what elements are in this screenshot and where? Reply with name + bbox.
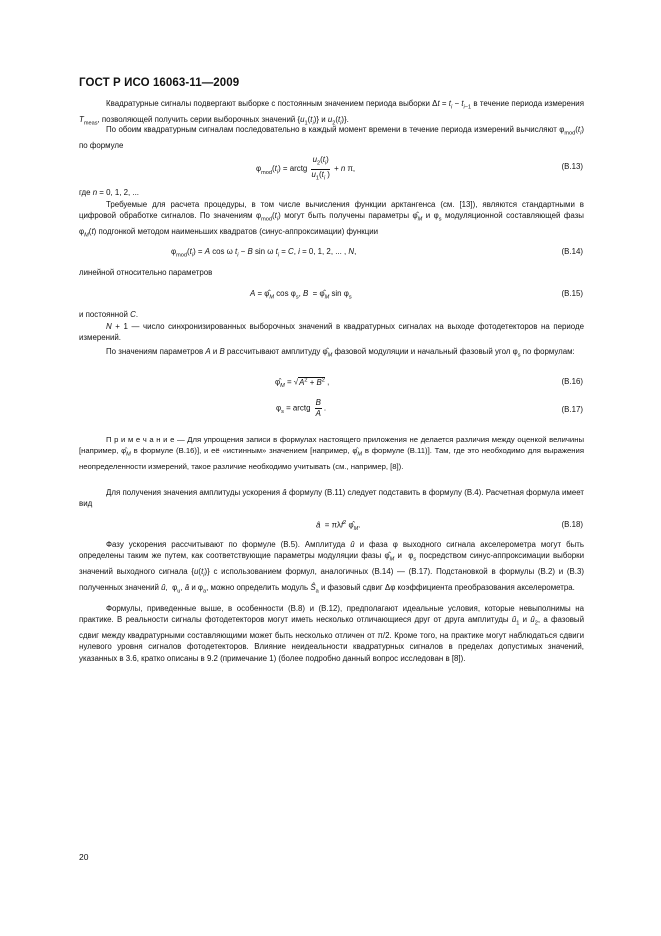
paragraph-samples: N + 1 — число синхронизированных выборочных значений в квадратурных сигналах на выходе фотодетекторов на периоде измерений.: [79, 322, 584, 343]
paragraph-acceleration: Для получения значения амплитуды ускорения â формулу (B.11) следует подставить в формулу (B.4). Расчетная формула имеет вид: [79, 488, 584, 509]
paragraph-n-values: где n = 0, 1, 2, ...: [79, 188, 139, 197]
equation-b16: $\varphî_M = √A^2 + B^2$ ,: [275, 377, 330, 390]
equation-b13: $\varphi_{mod}(t_i)$ = arctg $\frac{u_2(t_i)}{u_1(t_i )}$ + n π,: [256, 155, 356, 182]
equation-b18-number: (B.18): [561, 520, 583, 529]
paragraph-procedures: Требуемые для расчета процедуры, в том числе вычисления функции арктангенса (см. [13]), являются стандартными в цифровой обработке сигналов. По значениям $\varphi_{mod}(t_i)$ могут быть получены параметры $\varphî_M$ и $\varphi_s$ модуляционной составляющей фазы $\varphi_M(t)$ подгонкой методом наименьших квадратов (синус-аппроксимации) функции: [79, 200, 584, 239]
equation-b18: â = πλf$^2$ $\varphî_M$.: [316, 520, 361, 533]
equation-b16-number: (B.16): [561, 377, 583, 386]
paragraph-sampling: Квадратурные сигналы подвергают выборке с постоянным значением периода выборки $\Delta t = t_i - t_{i-1}$ в течение периода измерения $T_{meas}$, позволяющей получить серии выборочных значений $\{u_1(t_i)\}$ и $u_2(t_i)$}.: [79, 99, 584, 127]
equation-b17: $\varphi_s$ = arctg $\frac{B}{A}$ .: [276, 398, 327, 418]
note: П р и м е ч а н и е — Для упрощения записи в формулах настоящего приложения не делается различия между оценкой величины [например, $\varphî_M$ в формуле (B.16)], и её «истинным» значением [например, $\varphî_M$ в формуле (B.11)]. Там, где это необходимо для выражения неопределенности измерений, такое различие необходимо учитывать (см., например, [8]).: [79, 435, 584, 472]
page-number: 20: [79, 852, 89, 862]
equation-b15: $A = \varphî_M$ $\cos \varphi_s$, $B = \varphî_M$ $\sin \varphi_s$: [250, 289, 352, 301]
paragraph-constant: и постоянной C.: [79, 310, 139, 319]
equation-b17-number: (B.17): [561, 405, 583, 414]
paragraph-amplitude: По значениям параметров A и B рассчитывают амплитуду $\varphî_M$ фазовой модуляции и начальный фазовый угол $\varphi_s$ по формулам:: [106, 347, 575, 359]
equation-b13-number: (B.13): [561, 162, 583, 171]
paragraph-linear: линейной относительно параметров: [79, 268, 213, 277]
equation-b14: $\varphi_{mod}(t_i) = A$ cos ω $t_i - B$ sin ω $t_i = C$, i = 0, 1, 2, ... , N,: [171, 247, 357, 259]
paragraph-compute-phi: По обоим квадратурным сигналам последовательно в каждый момент времени в течение периода измерений вычисляют $\varphi_{mod}(t_i)$ по формуле: [79, 125, 584, 150]
equation-b14-number: (B.14): [561, 247, 583, 256]
paragraph-ideal-conditions: Формулы, приведенные выше, в особенности (B.8) и (B.12), предполагают идеальные условия, которые невыполнимы на практике. В реальности сигналы фотодетекторов могут иметь несколько отличающиеся друг от друга амплитуды $û_1$ и $û_2$, а фазовый сдвиг между квадратурными составляющими может быть несколько отличен от π/2. Кроме того, на практике могут наблюдаться сдвиги нулевого уровня сигналов фотодетекторов. Влияние неидеальности квадратурных сигналов в пределах допустимых значений, указанных в 3.6, кратко описаны в 9.2 (примечание 1) (более подробно данный вопрос исследован в [8]).: [79, 604, 584, 663]
page-title: ГОСТ Р ИСО 16063-11—2009: [79, 77, 240, 89]
equation-b15-number: (B.15): [561, 289, 583, 298]
paragraph-phase: Фазу ускорения рассчитывают по формуле (B.5). Амплитуда û и фаза φ выходного сигнала акселерометра могут быть определены таким же путем, как соответствующие параметры модуляции фазы $\varphî_M$ и $\varphi_s$ посредством синус-аппроксимации выборки значений выходного сигнала $\{u(t_i)\}$ с использованием формул, аналогичных (B.14) — (B.17). Подстановкой в формулы (B.2) и (B.3) полученных значений û, $\varphi_u$, â и $\varphi_a$, можно определить модуль $Ŝ_a$ и фазовый сдвиг Δφ коэффициента преобразования акселерометра.: [79, 540, 585, 595]
